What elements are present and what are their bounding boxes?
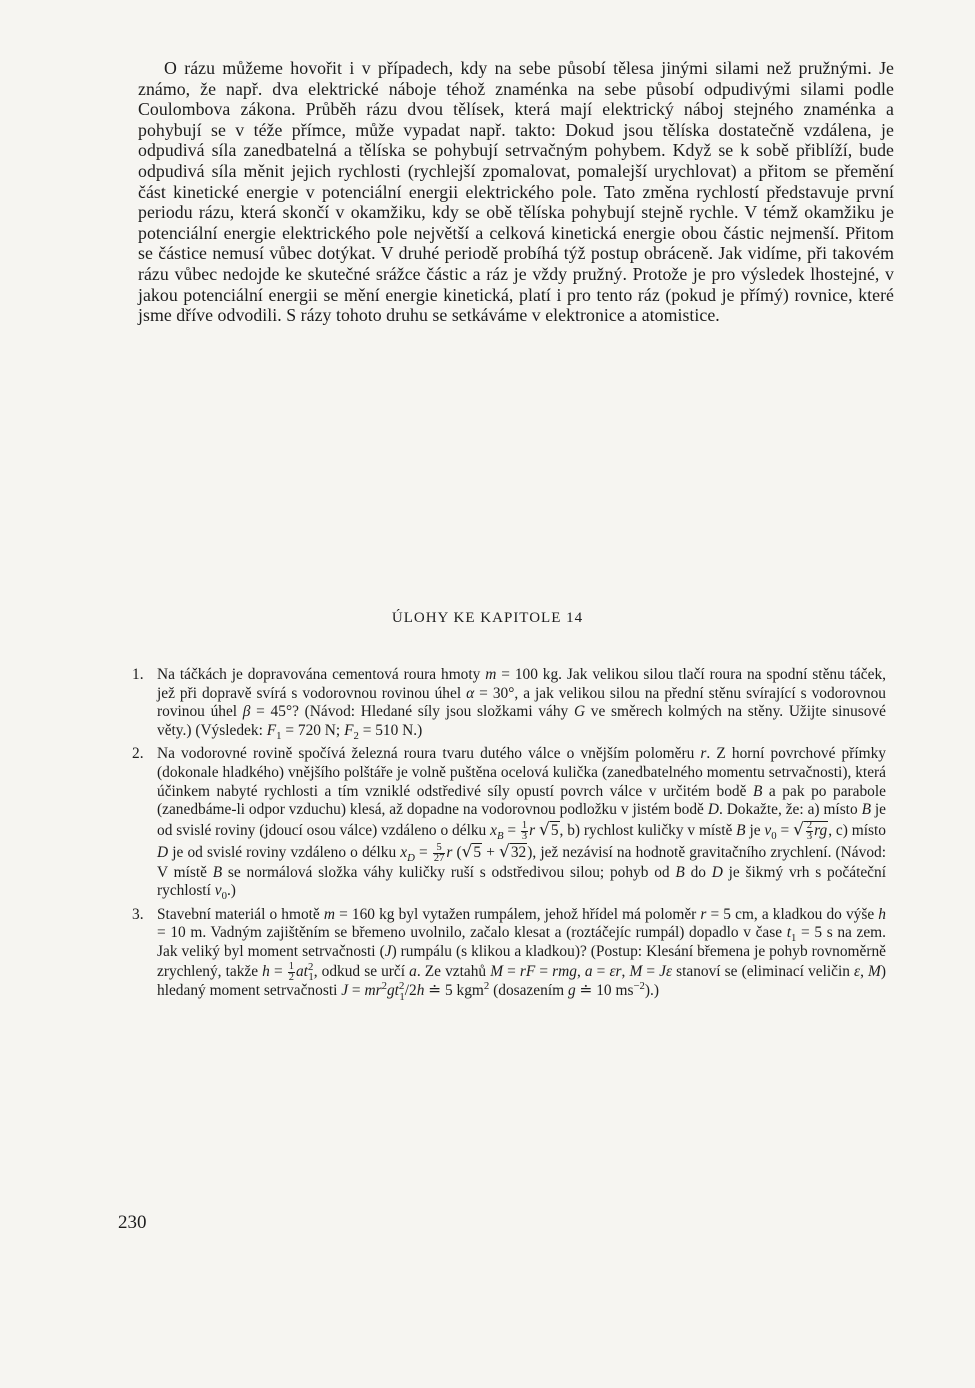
exercise-number: 3. <box>132 905 144 923</box>
exercise-number: 1. <box>132 666 144 683</box>
formula-h: h = $\frac{1}{2}$ $at^2_1$ <box>262 960 314 983</box>
page-number: 230 <box>118 1212 147 1233</box>
exercise-number: 2. <box>132 745 144 763</box>
exercise-list <box>132 666 886 1006</box>
exercise-3: 3. Stavební materiál o hmotě m = 160 kg byl vytažen rumpálem, jehož hřídel má poloměr r = 5 cm, a kladkou do výše h = 10 m. Vadným zajištěním se břemeno uvolnilo, začalo klesat a (roztáčejíc rumpál) dopadlo v čase $t_1 = 5$ s na zem. Jak veliký byl moment setrvačnosti (J) rumpálu (s klikou a kladkou)? (Postup: Klesání břemena je pohyb rovnoměrně zrychlený, takže h = $\frac{1}{2}$ $at^2_1$, odkud se určí a. Ze vztahů M = rF = rmg, a = εr, M = Jε stanoví se (eliminací veličin ε, M) hledaný moment setrvačnosti $J = mr^2gt^2_1/2h$ ≐ 5 kgm$^2$ (dosazením g ≐ 10 $ms^{-2}$).) <box>132 905 887 1003</box>
formula-v0: $v_0$ = √ $\frac{2}{3}$ rg <box>764 818 828 842</box>
exercise-2: 2. Na vodorovné rovině spočívá železná roura tvaru dutého válce o vnějším poloměru r. Z horní povrchové přímky (dokonale hladkého) vnějšího polštáře je volně puštěna ocelová kulička (zanedbatelného momentu setrvačnosti), která účinkem nabyté rychlosti a tím vzniklé odstředivé síly opustí povrch válce v určitém bodě B a pak po parabole (zanedbáme-li odpor vzduchu) klesá, až dopadne na vodorovnou podložku v jistém bodě D. Dokažte, že: a) místo B je od svislé roviny (jdoucí osou válce) vzdáleno o délku $x_B$ = $\frac{1}{3}$ r √5, b) rychlost kuličky v místě B je $v_0$ = √ $\frac{2}{3}$ rg, c) místo D je od svislé roviny vzdáleno o délku $x_D$ = $\frac{5}{27}$ r (√5 + √32), jež nezávisí na hodnotě gravitačního zrychlení. (Návod: V místě B se normálová složka váhy kuličky ruší s odstředivou silou; pohyb od B do D je šikmý vrh s počáteční rychlostí $v_0$.) <box>132 745 886 903</box>
formula-xb: $x_B$ = $\frac{1}{3}$ r √5 <box>490 818 559 842</box>
formula-g: g ≐ 10 $ms^{-2}$ <box>567 980 645 1000</box>
formula-eliminated: ε, M <box>854 962 881 980</box>
formula-relations: M = rF = rmg, a = εr, M = Jε <box>490 962 673 980</box>
formula-j: $J = mr^2gt^2_1/2h$ ≐ 5 kgm$^2$ <box>341 980 490 1003</box>
chapter-heading: ÚLOHY KE KAPITOLE 14 <box>391 610 584 626</box>
formula-xd: $x_D$ = $\frac{5}{27}$ r (√5 + √32) <box>400 840 533 864</box>
exercise-1: 1. Na táčkách je dopravována cementová roura hmoty m = 100 kg. Jak velikou silou tlačí roura na spodní stěnu táček, jež při dopravě svírá s vodorovnou rovinou úhel α = 30°, a jak velikou silou na přední stěnu svírající s vodorovnou rovinou úhel β = 45°? (Návod: Hledané síly jsou složkami váhy G ve směrech kolmých na stěny. Užijte sinusové věty.) (Výsledek: $F_1 = 720$ N; $F_2 = 510$ N.) <box>132 666 886 742</box>
intro-paragraph: O rázu můžeme hovořit i v případech, kdy na sebe působí tělesa jinými silami než pružnými. Je známo, že např. dva elektrické náboje téhož znaménka na sebe působí odpudivými silami podle Coulombova zákona. Průběh rázu dvou tělísek, která mají elektrický náboj stejného znaménka a pohybují se v téže přímce, může vypadat např. takto: Dokud jsou tělíska dostatečně vzdálena, je odpudivá síla zanedbatelná a tělíska se pohybují setrvačným pohybem. Když se k sobě přiblíží, bude odpudivá síla měnit jejich rychlosti (rychlejší zpomalovat, pomalejší urychlovat) a přitom se přemění část kinetické energie v potenciální energii elektrického pole. Tato změna rychlostí představuje první periodu rázu, která skončí v okamžiku, kdy se obě tělíska pohybují stejně rychle. V témž okamžiku je potenciální energie elektrického pole největší a celková kinetická energie obou částic nejmenší. Přitom se částice nemusí vůbec dotýkat. V druhé periodě probíhá týž postup obráceně. Jak vidíme, při takovém rázu vůbec nedojde ke skutečné srážce částic a ráz je vždy pružný. Protože je pro výsledek lhostejné, v jakou potenciální energii se mění energie kinetická, platí i pro tento ráz (pokud je přímý) rovnice, které jsme dříve odvodili. S rázy tohoto druhu se setkáváme v elektronice a atomistice. <box>138 58 894 326</box>
